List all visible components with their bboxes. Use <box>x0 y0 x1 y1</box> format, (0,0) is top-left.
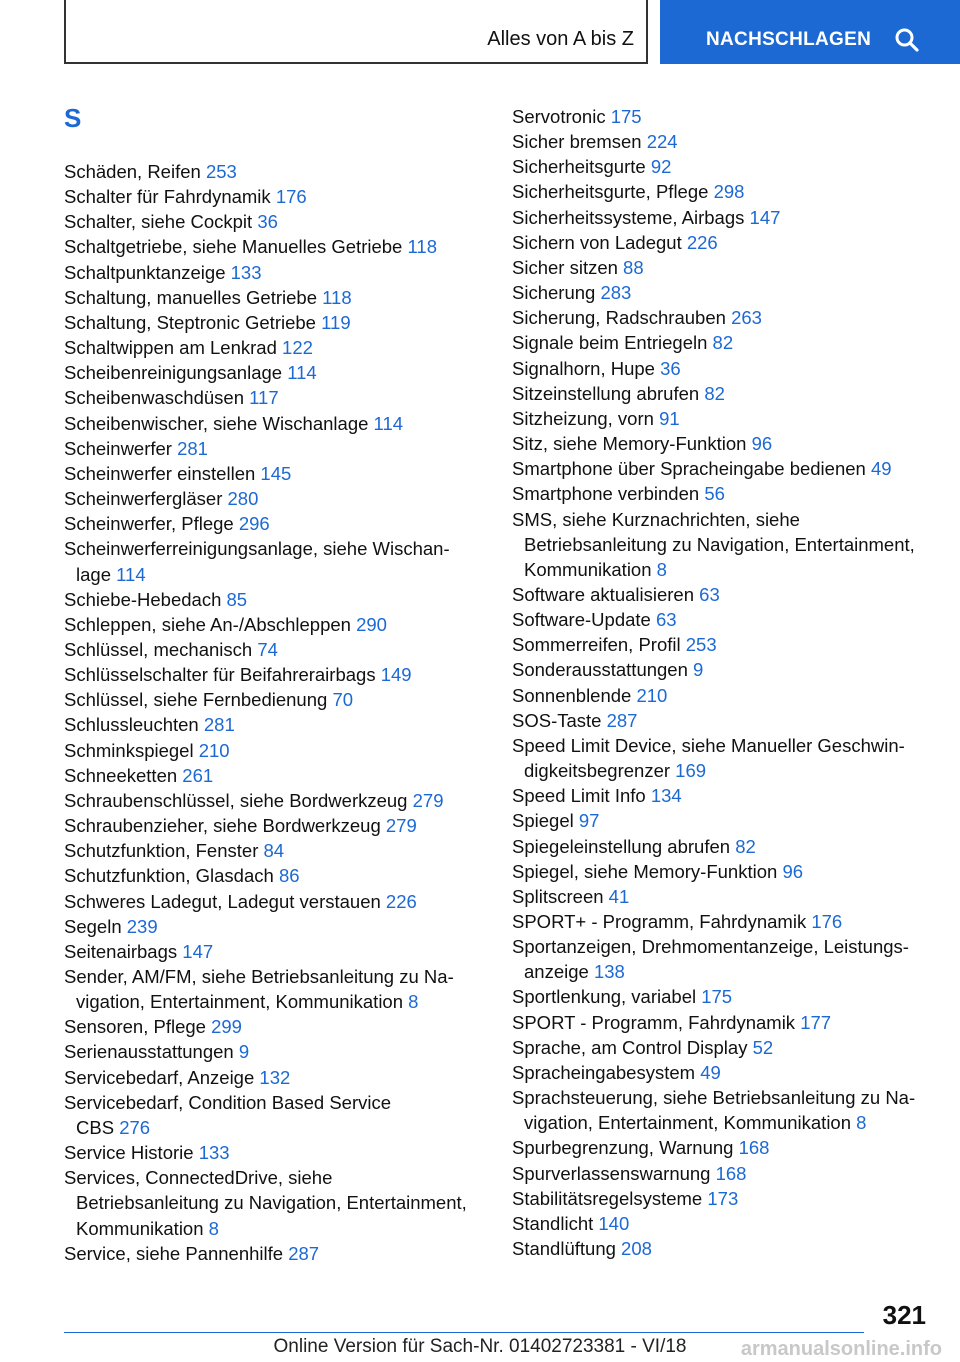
page-link[interactable]: 298 <box>713 181 745 203</box>
entry-term: Sportanzeigen, Drehmomentanzeige, Leistungs- <box>512 936 909 958</box>
entry-term: Splitscreen <box>512 885 604 907</box>
entry-continuation: Kommunikation <box>76 1217 204 1239</box>
entry-term: SMS, siehe Kurznachrichten, siehe <box>512 508 800 530</box>
index-entry <box>64 687 484 712</box>
page-link[interactable]: 224 <box>646 131 678 153</box>
entry-term: Sportlenkung, variabel <box>512 986 697 1008</box>
page-link[interactable]: 74 <box>257 638 278 660</box>
page-link[interactable]: 88 <box>623 256 644 278</box>
index-entry <box>512 582 942 607</box>
page-link[interactable]: 41 <box>608 885 630 907</box>
index-entry <box>512 733 942 783</box>
index-entry <box>512 1186 942 1211</box>
entry-term: Segeln <box>64 915 122 937</box>
entry-term: Sitz, siehe Memory-Funktion <box>512 433 747 455</box>
entry-term: Spiegel <box>512 810 574 832</box>
entry-term: SPORT - Programm, Fahrdynamik <box>512 1011 796 1033</box>
page-link[interactable]: 132 <box>259 1066 291 1088</box>
header-frame <box>64 0 648 64</box>
index-entry <box>64 234 484 259</box>
entry-continuation: Kommunikation <box>524 558 652 580</box>
page-link[interactable]: 134 <box>650 785 682 807</box>
page-link[interactable]: 253 <box>205 161 237 182</box>
page-link[interactable]: 49 <box>700 1061 721 1083</box>
index-entry <box>64 662 484 687</box>
page-link[interactable]: 63 <box>699 583 720 605</box>
page-link[interactable]: 149 <box>380 664 412 686</box>
footer-divider <box>64 1332 864 1333</box>
index-entry <box>64 939 484 964</box>
index-entry <box>512 1085 942 1135</box>
page-link[interactable]: 263 <box>731 307 762 329</box>
page-link[interactable]: 210 <box>636 684 668 706</box>
index-entry <box>64 335 484 360</box>
index-entry <box>512 1211 942 1236</box>
entry-term: Schraubenzieher, siehe Bordwerkzeug <box>64 815 381 837</box>
entry-term: Sitzheizung, vorn <box>512 407 654 429</box>
index-entry <box>512 280 942 305</box>
index-entry <box>64 838 484 863</box>
page-link[interactable]: 226 <box>686 231 718 253</box>
index-entry <box>64 914 484 939</box>
entry-term: Signalhorn, Hupe <box>512 357 655 379</box>
index-entry <box>512 808 942 833</box>
entry-continuation: vigation, Entertainment, Kommunikation <box>76 991 404 1013</box>
index-entry <box>64 511 484 536</box>
page-link[interactable]: 122 <box>282 337 313 359</box>
index-entry <box>64 964 484 1014</box>
index-entry <box>512 129 942 154</box>
index-entry <box>512 330 942 355</box>
page-link[interactable]: 175 <box>610 106 642 127</box>
entry-term: Schaltpunktanzeige <box>64 261 226 283</box>
entry-term: Sitzeinstellung abrufen <box>512 382 700 404</box>
entry-term: Schleppen, siehe An-/Abschleppen <box>64 613 351 635</box>
page-link[interactable]: 147 <box>182 940 214 962</box>
entry-term: Scheibenwaschdüsen <box>64 387 244 409</box>
entry-term: Scheinwerfer <box>64 437 172 459</box>
index-entry <box>512 230 942 255</box>
index-entry <box>64 1065 484 1090</box>
entry-term: SOS-Taste <box>512 709 602 731</box>
nachschlagen-button[interactable] <box>660 0 960 64</box>
entry-term: Schaltgetriebe, siehe Manuelles Getriebe <box>64 236 403 258</box>
index-entry <box>512 884 942 909</box>
index-entry <box>512 255 942 280</box>
page-link[interactable]: 210 <box>198 739 230 761</box>
index-entry <box>512 909 942 934</box>
page-link[interactable]: 133 <box>198 1142 230 1164</box>
page-number: 321 <box>882 1300 926 1330</box>
entry-term: SPORT+ - Programm, Fahrdynamik <box>512 911 807 932</box>
index-entry <box>64 738 484 763</box>
entry-term: Sensoren, Pflege <box>64 1016 206 1038</box>
nav-label: NACHSCHLAGEN <box>706 29 872 50</box>
page-link[interactable]: 176 <box>275 186 307 208</box>
entry-term: Schaltwippen am Lenkrad <box>64 337 277 359</box>
page-link[interactable]: 9 <box>238 1041 250 1063</box>
page-link[interactable]: 226 <box>385 890 417 912</box>
entry-term: Sicherheitsgurte, Pflege <box>512 181 709 203</box>
page-link[interactable]: 176 <box>811 911 843 932</box>
page-link[interactable]: 296 <box>238 513 270 535</box>
page-link[interactable]: 52 <box>752 1036 774 1058</box>
page-link[interactable]: 96 <box>782 860 804 882</box>
entry-term: Scheinwerfer einstellen <box>64 462 256 484</box>
entry-term: Sprache, am Control Display <box>512 1036 748 1058</box>
entry-term: Schraubenschlüssel, siehe Bordwerkzeug <box>64 789 408 811</box>
index-entry <box>512 934 942 984</box>
page-link[interactable]: 177 <box>800 1011 832 1033</box>
entry-continuation: vigation, Entertainment, Kommunikation <box>524 1112 852 1134</box>
entry-continuation: lage <box>76 563 111 585</box>
entry-term: Stabilitätsregelsysteme <box>512 1187 703 1209</box>
page-link[interactable]: 8 <box>656 558 667 580</box>
entry-term: Seitenairbags <box>64 940 178 962</box>
page-link[interactable]: 84 <box>263 840 285 862</box>
entry-term: Software-Update <box>512 609 651 631</box>
entry-term: Schiebe-Hebedach <box>64 588 222 610</box>
index-entry <box>64 1165 484 1240</box>
entry-term: Spurbegrenzung, Warnung <box>512 1137 734 1159</box>
entry-continuation: anzeige <box>524 961 589 983</box>
page-link[interactable]: 173 <box>707 1187 739 1209</box>
entry-term: Software aktualisieren <box>512 583 695 605</box>
entry-term: Smartphone verbinden <box>512 483 700 505</box>
index-entry <box>64 863 484 888</box>
page-link[interactable]: 290 <box>356 613 387 635</box>
page-link[interactable]: 86 <box>278 865 300 887</box>
page-link[interactable]: 281 <box>203 714 235 736</box>
page-link[interactable]: 283 <box>600 282 632 304</box>
page-link[interactable]: 279 <box>385 815 417 837</box>
entry-term: Sonnenblende <box>512 684 632 706</box>
entry-term: Sprachsteuerung, siehe Betriebsanleitung zu Na- <box>512 1087 916 1109</box>
index-entry <box>512 507 942 582</box>
page-link[interactable]: 82 <box>704 382 725 404</box>
page-link[interactable]: 49 <box>870 458 892 480</box>
entry-term: Sicherheitsgurte <box>512 156 646 178</box>
page-link[interactable]: 97 <box>578 810 600 832</box>
index-entry <box>64 1241 484 1266</box>
index-entry <box>64 310 484 335</box>
entry-term: Schaltung, manuelles Getriebe <box>64 286 317 308</box>
entry-term: Spiegel, siehe Memory-Funktion <box>512 860 778 882</box>
page-link[interactable]: 36 <box>660 357 681 379</box>
page-link[interactable]: 82 <box>735 835 756 857</box>
page-link[interactable]: 92 <box>650 156 672 178</box>
page-link[interactable]: 299 <box>211 1016 242 1038</box>
index-entry <box>64 209 484 234</box>
page-link[interactable]: 147 <box>749 206 781 228</box>
index-entry <box>512 683 942 708</box>
page-link[interactable]: 133 <box>230 261 262 283</box>
index-entry <box>64 788 484 813</box>
index-entry <box>64 1014 484 1039</box>
entry-continuation: Betriebsanleitung zu Navigation, Entertainment, <box>524 533 915 555</box>
entry-term: Schlüssel, siehe Fernbedienung <box>64 689 328 711</box>
index-entry <box>64 461 484 486</box>
entry-term: Service Historie <box>64 1142 194 1164</box>
index-entry <box>512 657 942 682</box>
page-link[interactable]: 287 <box>288 1242 320 1264</box>
page-link[interactable]: 91 <box>659 407 680 429</box>
page-link[interactable]: 114 <box>373 412 404 434</box>
entry-term: Services, ConnectedDrive, siehe <box>64 1167 333 1189</box>
index-entry <box>64 360 484 385</box>
index-entry <box>512 1236 942 1261</box>
page-link[interactable]: 253 <box>685 634 717 656</box>
entry-term: Servotronic <box>512 106 606 127</box>
entry-term: Spracheingabesystem <box>512 1061 696 1083</box>
page-link[interactable]: 9 <box>693 659 704 681</box>
index-entry <box>64 1140 484 1165</box>
entry-term: Schutzfunktion, Glasdach <box>64 865 274 887</box>
entry-term: Standlicht <box>512 1212 594 1234</box>
entry-term: Scheinwerfer, Pflege <box>64 513 234 535</box>
page-link[interactable]: 168 <box>715 1162 747 1184</box>
page-link[interactable]: 208 <box>621 1238 652 1260</box>
index-entry <box>512 1035 942 1060</box>
index-entry <box>512 381 942 406</box>
entry-term: Servicebedarf, Anzeige <box>64 1066 255 1088</box>
page-link[interactable]: 140 <box>598 1212 630 1234</box>
entry-term: Serienausstattungen <box>64 1041 234 1063</box>
index-entry <box>512 783 942 808</box>
page-link[interactable]: 117 <box>249 387 279 409</box>
page-link[interactable]: 82 <box>712 332 734 354</box>
index-entry <box>64 587 484 612</box>
entry-term: Signale beim Entriegeln <box>512 332 708 354</box>
index-entry <box>64 889 484 914</box>
index-entry <box>64 159 484 184</box>
index-entry <box>512 1135 942 1160</box>
entry-term: Schaltung, Steptronic Getriebe <box>64 311 316 333</box>
page-link[interactable]: 287 <box>606 709 638 731</box>
entry-term: Schutzfunktion, Fenster <box>64 840 259 862</box>
entry-term: Sicher bremsen <box>512 131 642 153</box>
index-entry <box>512 632 942 657</box>
index-entry <box>64 637 484 662</box>
entry-term: Sicherung <box>512 282 596 304</box>
entry-term: Scheibenreinigungsanlage <box>64 362 283 384</box>
page-link[interactable]: 85 <box>226 588 248 610</box>
index-entry <box>512 859 942 884</box>
page-link[interactable]: 114 <box>287 362 317 384</box>
index-entry <box>512 708 942 733</box>
index-entry <box>64 612 484 637</box>
index-entry <box>64 1090 484 1140</box>
entry-term: Sicherung, Radschrauben <box>512 307 726 329</box>
page-link[interactable]: 119 <box>321 311 351 333</box>
index-entry <box>512 456 942 481</box>
entry-term: Sichern von Ladegut <box>512 231 682 253</box>
page-link[interactable]: 36 <box>257 211 278 233</box>
page-link[interactable]: 175 <box>701 986 733 1008</box>
index-entry <box>512 481 942 506</box>
entry-term: Scheibenwischer, siehe Wischanlage <box>64 412 369 434</box>
index-entry <box>512 179 942 204</box>
index-entry <box>64 712 484 737</box>
index-entry <box>64 436 484 461</box>
entry-term: Scheinwerfergläser <box>64 488 223 510</box>
index-entry <box>512 431 942 456</box>
index-entry <box>64 285 484 310</box>
entry-term: Schminkspiegel <box>64 739 194 761</box>
page-link[interactable]: 114 <box>116 563 146 585</box>
index-entry <box>512 1161 942 1186</box>
index-entry <box>512 1010 942 1035</box>
entry-term: Schlussleuchten <box>64 714 199 736</box>
page-link[interactable]: 8 <box>208 1217 219 1239</box>
index-entry <box>512 834 942 859</box>
page-link[interactable]: 168 <box>738 1137 770 1159</box>
page-link[interactable]: 118 <box>322 286 352 308</box>
page-link[interactable]: 261 <box>182 764 214 786</box>
index-entry <box>64 1039 484 1064</box>
index-entry <box>64 763 484 788</box>
entry-term: Schneeketten <box>64 764 178 786</box>
entry-continuation: Betriebsanleitung zu Navigation, Entertainment, <box>76 1192 467 1214</box>
page-link[interactable]: 276 <box>119 1116 151 1138</box>
entry-continuation: CBS <box>76 1116 115 1138</box>
page-link[interactable]: 8 <box>856 1112 867 1134</box>
page-link[interactable]: 56 <box>704 483 725 505</box>
chapter-title: Alles von A bis Z <box>487 28 634 50</box>
entry-term: Sicherheitssysteme, Airbags <box>512 206 745 228</box>
entry-term: Spurverlassenswarnung <box>512 1162 711 1184</box>
entry-term: Schweres Ladegut, Ladegut verstauen <box>64 890 381 912</box>
entry-term: Schalter, siehe Cockpit <box>64 211 253 233</box>
page-link[interactable]: 118 <box>407 236 437 258</box>
online-version-note: Online Version für Sach-Nr. 01402723381 - VI/18 <box>273 1336 687 1357</box>
entry-term: Standlüftung <box>512 1238 616 1260</box>
page-link[interactable]: 70 <box>332 689 354 711</box>
index-entry <box>512 154 942 179</box>
index-entry <box>512 406 942 431</box>
page-link[interactable]: 8 <box>408 991 419 1013</box>
entry-term: Scheinwerferreinigungsanlage, siehe Wischan- <box>64 538 450 560</box>
page-link[interactable]: 169 <box>675 760 707 782</box>
search-icon <box>894 27 920 53</box>
page-link[interactable]: 279 <box>412 789 444 811</box>
index-entry <box>512 305 942 330</box>
page-link[interactable]: 63 <box>655 609 677 631</box>
index-column-left <box>64 159 484 1266</box>
index-entry <box>64 385 484 410</box>
entry-term: Service, siehe Pannenhilfe <box>64 1242 284 1264</box>
entry-term: Speed Limit Info <box>512 785 646 807</box>
index-entry <box>512 356 942 381</box>
entry-term: Schlüsselschalter für Beifahrerairbags <box>64 664 376 686</box>
page-link[interactable]: 96 <box>751 433 773 455</box>
index-column-right <box>512 104 942 1261</box>
entry-continuation: digkeitsbegrenzer <box>524 760 671 782</box>
page-link[interactable]: 138 <box>593 961 625 983</box>
index-entry <box>512 205 942 230</box>
entry-term: Schäden, Reifen <box>64 161 201 182</box>
entry-term: Sender, AM/FM, siehe Betriebsanleitung zu Na- <box>64 966 454 987</box>
entry-term: Servicebedarf, Condition Based Service <box>64 1091 392 1113</box>
watermark: armanualsonline.info <box>740 1338 942 1360</box>
entry-term: Schlüssel, mechanisch <box>64 638 253 660</box>
index-entry <box>512 1060 942 1085</box>
index-entry <box>512 104 942 129</box>
index-entry <box>64 536 484 586</box>
page-link[interactable]: 145 <box>260 462 292 484</box>
entry-term: Sommerreifen, Profil <box>512 634 681 656</box>
page-link[interactable]: 239 <box>126 915 158 937</box>
index-entry <box>512 607 942 632</box>
entry-term: Schalter für Fahrdynamik <box>64 186 271 208</box>
page-link[interactable]: 280 <box>227 488 259 510</box>
index-entry <box>64 260 484 285</box>
entry-term: Sicher sitzen <box>512 256 618 278</box>
index-entry <box>64 486 484 511</box>
index-entry <box>512 984 942 1009</box>
entry-term: Sonderausstattungen <box>512 659 688 681</box>
index-entry <box>64 184 484 209</box>
entry-term: Speed Limit Device, siehe Manueller Geschwin- <box>512 734 905 756</box>
index-entry <box>64 411 484 436</box>
entry-term: Smartphone über Spracheingabe bedienen <box>512 458 866 480</box>
entry-term: Spiegeleinstellung abrufen <box>512 835 731 857</box>
page-link[interactable]: 281 <box>177 437 208 459</box>
section-letter: S <box>64 103 82 133</box>
index-entry <box>64 813 484 838</box>
